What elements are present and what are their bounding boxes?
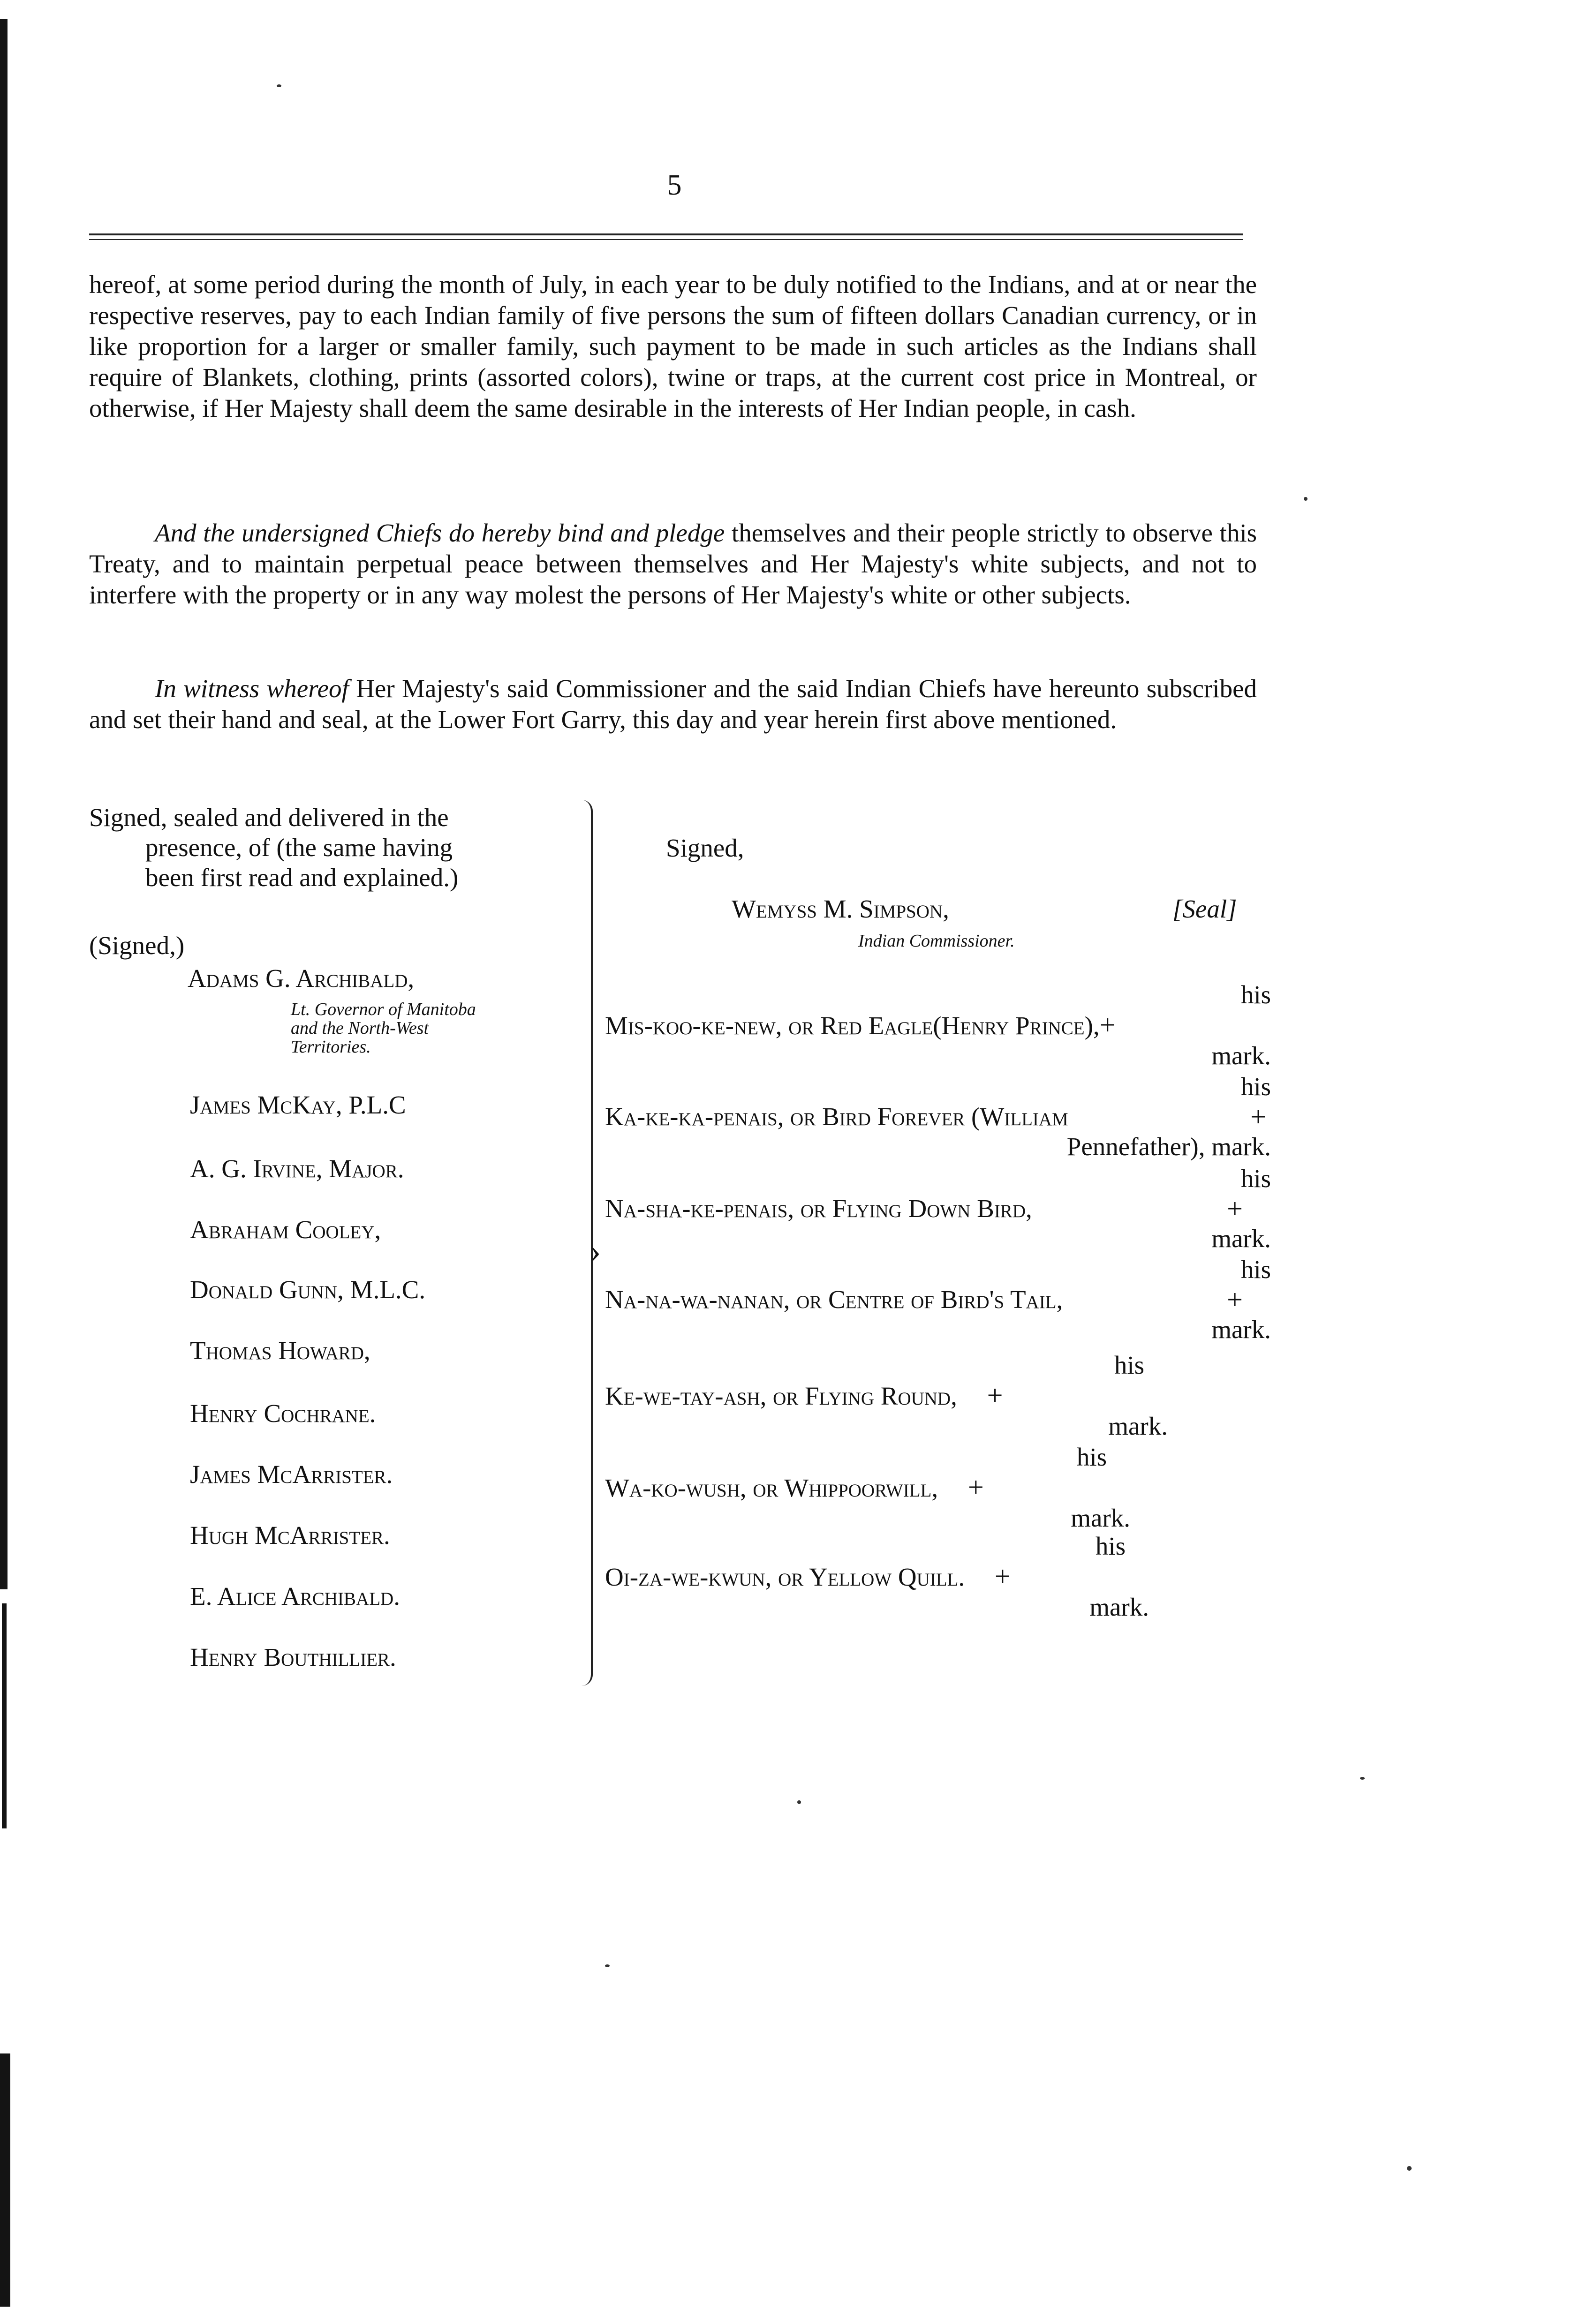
paragraph-text: hereof, at some period during the month of July, in each year to be duly notified to the Indians, and at or near the respective reserves, pay to each Indian family of five persons the sum of fifteen dollars Canadian currency, or in like proportion for a larger or smaller family, such payment to be made in such articles as the Indians shall require of Blankets, clothing, prints (assorted colors), twine or traps, at the current cost price in Montreal, or otherwise, if Her Majesty shall deem the same desirable in the interests of Her Indian people, in cash. (89, 270, 1257, 422)
page-number: 5 (667, 169, 682, 201)
chief-cross: + (1250, 1101, 1266, 1132)
seal-label: [Seal] (1172, 895, 1237, 923)
brace-point: › (590, 1233, 601, 1269)
paragraph-payment (89, 269, 1257, 424)
chief-mark: mark. (1211, 1315, 1271, 1344)
header-rule (89, 239, 1243, 240)
witness-name: Henry Bouthillier. (190, 1643, 396, 1671)
chief-mark: mark. (1108, 1412, 1168, 1440)
witness-heading (89, 803, 567, 893)
paragraph-lead: And the undersigned Chiefs do hereby bind and pledge (155, 519, 725, 547)
chief-signature (605, 1442, 1130, 1533)
chief-cross: + (1227, 1193, 1243, 1224)
chief-cross: + (1099, 1009, 1116, 1040)
chief-his: his (1095, 1532, 1126, 1560)
chief-his: his (1240, 1072, 1271, 1101)
chief-signature (605, 1164, 1271, 1254)
chief-name: Wa-ko-wush, or Whippoorwill, (605, 1474, 938, 1502)
scan-speck (277, 84, 281, 87)
chief-his: his (1240, 980, 1271, 1009)
scan-speck (1304, 497, 1307, 501)
commissioner-title: Indian Commissioner. (858, 931, 1015, 951)
chief-his: his (1114, 1351, 1144, 1379)
witness-name: Donald Gunn, M.L.C. (190, 1275, 426, 1304)
chief-signature (605, 980, 1271, 1071)
chief-cross: + (967, 1472, 984, 1503)
commissioner-name: Wemyss M. Simpson, (732, 895, 949, 923)
witness-name: Hugh McArrister. (190, 1521, 390, 1549)
scan-speck (1407, 2166, 1412, 2171)
witness-heading-line: Signed, sealed and delivered in the (89, 803, 449, 832)
chief-cross: + (987, 1380, 1003, 1411)
scan-speck (797, 1800, 801, 1804)
binding-edge (0, 2053, 10, 2307)
scan-speck (1360, 1777, 1365, 1780)
chief-mark: mark. (1211, 1224, 1271, 1253)
paragraph-lead: In witness whereof (155, 674, 349, 703)
paragraph-pledge (89, 518, 1257, 610)
chief-mark: mark. (1089, 1593, 1149, 1621)
chief-name: Ka-ke-ka-penais, or Bird Forever (William (605, 1102, 1068, 1131)
commissioner-signed-label: Signed, (666, 834, 744, 862)
witness-name: E. Alice Archibald. (190, 1582, 400, 1610)
chief-his: his (1240, 1255, 1271, 1284)
binding-edge (2, 1603, 7, 1828)
chief-signature (605, 1072, 1271, 1162)
paragraph-witness (89, 673, 1257, 735)
chief-his: his (1076, 1443, 1107, 1471)
witness-signed-label: (Signed,) (89, 931, 185, 960)
chief-signature (605, 1350, 1168, 1441)
witness-title: and the North-West (291, 1018, 429, 1038)
witness-title: Territories. (291, 1037, 371, 1057)
scan-speck (605, 1964, 610, 1967)
chief-signature (605, 1531, 1149, 1622)
witness-name: A. G. Irvine, Major. (190, 1154, 404, 1183)
binding-edge (0, 19, 8, 1589)
chief-name: Na-na-wa-nanan, or Centre of Bird's Tail, (605, 1285, 1063, 1314)
chief-name-continued: Pennefather), mark. (1066, 1132, 1271, 1161)
witness-name: James McArrister. (190, 1460, 393, 1489)
chief-cross: + (1227, 1284, 1243, 1315)
chief-name: Ke-we-tay-ash, or Flying Round, (605, 1382, 957, 1410)
chief-mark: mark. (1071, 1504, 1130, 1532)
witness-name: James McKay, P.L.C (190, 1091, 406, 1119)
witness-heading-line: been first read and explained.) (145, 863, 459, 892)
witness-name: Thomas Howard, (190, 1336, 370, 1365)
paragraph-text: themselves and their people strictly to observe this Treaty, and to maintain perpetual peace between themselves and Her Majesty's white subjects, and not to interfere with the property or in any way molest the persons of Her Majesty's white or other subjects. (89, 519, 1257, 609)
witness-name: Adams G. Archibald, (188, 964, 415, 993)
chief-his: his (1240, 1164, 1271, 1193)
chief-name: Na-sha-ke-penais, or Flying Down Bird, (605, 1194, 1032, 1223)
witness-name: Henry Cochrane. (190, 1399, 376, 1428)
witness-title: Lt. Governor of Manitoba (291, 1000, 476, 1019)
chief-name: Mis-koo-ke-new, or Red Eagle(Henry Prince), (605, 1011, 1100, 1040)
witness-name: Abraham Cooley, (190, 1215, 381, 1244)
chief-mark: mark. (1211, 1041, 1271, 1070)
witness-heading-line: presence, of (the same having (145, 833, 453, 862)
chief-name: Oi-za-we-kwun, or Yellow Quill. (605, 1563, 965, 1591)
paragraph-text: Her Majesty's said Commissioner and the said Indian Chiefs have hereunto subscribed and set their hand and seal, at the Lower Fort Garry, this day and year herein first above mentioned. (89, 674, 1257, 734)
chief-signature (605, 1255, 1271, 1345)
header-rule (89, 233, 1243, 235)
chief-cross: + (994, 1561, 1011, 1592)
